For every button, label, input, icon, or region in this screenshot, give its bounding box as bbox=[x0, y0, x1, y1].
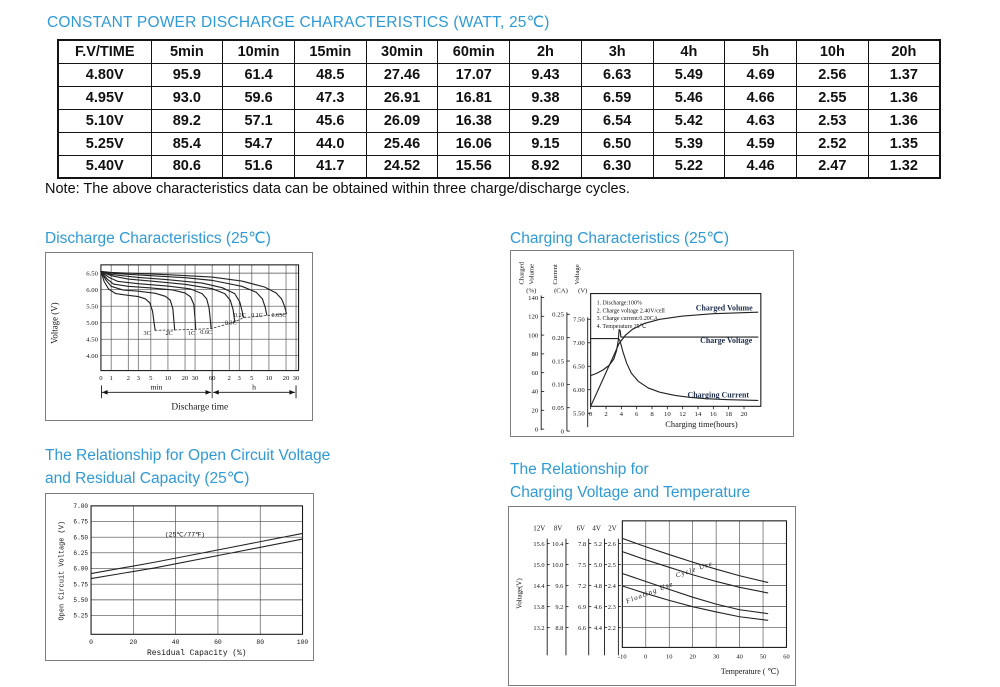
cell-value: 17.07 bbox=[438, 63, 510, 86]
svg-text:3. Charge current:0.20CA: 3. Charge current:0.20CA bbox=[596, 316, 659, 323]
svg-text:6.6: 6.6 bbox=[578, 624, 587, 632]
svg-text:16: 16 bbox=[709, 411, 717, 419]
svg-text:2. Charge voltage 2.40V/cell: 2. Charge voltage 2.40V/cell bbox=[596, 308, 665, 315]
svg-text:6.00: 6.00 bbox=[86, 286, 98, 294]
cell-value: 47.3 bbox=[294, 86, 366, 109]
svg-text:10: 10 bbox=[265, 374, 273, 382]
svg-text:2.6: 2.6 bbox=[607, 540, 616, 548]
svg-text:14: 14 bbox=[694, 411, 702, 419]
svg-text:10: 10 bbox=[663, 411, 671, 419]
svg-text:0.10: 0.10 bbox=[552, 381, 564, 389]
svg-text:Voltage: Voltage bbox=[573, 264, 581, 285]
row-header-voltage: 4.95V bbox=[58, 86, 151, 109]
col-header: 10min bbox=[223, 40, 295, 63]
discharge-chart-svg bbox=[46, 253, 312, 420]
svg-text:10.4: 10.4 bbox=[552, 540, 564, 548]
svg-text:8.8: 8.8 bbox=[555, 624, 564, 632]
svg-text:0.1C: 0.1C bbox=[251, 313, 263, 320]
temp-title-line1: The Relationship for bbox=[510, 461, 649, 478]
svg-text:Charge Voltage: Charge Voltage bbox=[700, 336, 753, 346]
cell-value: 16.06 bbox=[438, 132, 510, 155]
cell-value: 57.1 bbox=[223, 109, 295, 132]
svg-text:4.00: 4.00 bbox=[86, 352, 98, 360]
cell-value: 48.5 bbox=[294, 63, 366, 86]
svg-text:2: 2 bbox=[604, 411, 608, 419]
cell-value: 9.15 bbox=[510, 132, 582, 155]
cell-value: 85.4 bbox=[151, 132, 223, 155]
svg-text:Temperature ( ℃): Temperature ( ℃) bbox=[720, 667, 779, 677]
cell-value: 2.56 bbox=[796, 63, 868, 86]
cell-value: 59.6 bbox=[223, 86, 295, 109]
charging-section-title: Charging Characteristics (25℃) bbox=[510, 230, 729, 247]
cell-value: 44.0 bbox=[294, 132, 366, 155]
svg-text:30: 30 bbox=[712, 653, 720, 661]
svg-text:5.2: 5.2 bbox=[593, 540, 602, 548]
svg-text:3C: 3C bbox=[143, 331, 151, 338]
cell-value: 6.63 bbox=[581, 63, 653, 86]
svg-text:4.4: 4.4 bbox=[593, 624, 602, 632]
svg-text:120: 120 bbox=[528, 313, 539, 321]
col-header: 20h bbox=[868, 40, 940, 63]
cell-value: 5.39 bbox=[653, 132, 725, 155]
svg-text:18: 18 bbox=[725, 411, 733, 419]
svg-text:(%): (%) bbox=[526, 287, 537, 295]
svg-text:Voltage (V): Voltage (V) bbox=[49, 302, 60, 344]
svg-text:min: min bbox=[150, 382, 163, 392]
svg-text:0.05: 0.05 bbox=[552, 404, 564, 412]
col-header: 3h bbox=[581, 40, 653, 63]
svg-text:30: 30 bbox=[191, 374, 199, 382]
row-header-voltage: 5.40V bbox=[58, 155, 151, 178]
svg-text:5.0: 5.0 bbox=[593, 561, 602, 569]
cell-value: 4.63 bbox=[725, 109, 797, 132]
cell-value: 1.36 bbox=[868, 86, 940, 109]
table-row bbox=[58, 132, 940, 155]
svg-text:5.00: 5.00 bbox=[86, 319, 98, 327]
svg-text:2.5: 2.5 bbox=[607, 561, 616, 569]
cell-value: 15.56 bbox=[438, 155, 510, 178]
svg-text:0: 0 bbox=[99, 374, 103, 382]
charging-chart-svg bbox=[511, 251, 793, 436]
cell-value: 9.43 bbox=[510, 63, 582, 86]
svg-text:40: 40 bbox=[531, 388, 539, 396]
svg-text:6.00: 6.00 bbox=[572, 387, 585, 395]
svg-text:Voltage(V): Voltage(V) bbox=[516, 578, 524, 609]
svg-text:20: 20 bbox=[689, 653, 696, 661]
svg-text:4.8: 4.8 bbox=[593, 582, 602, 590]
svg-text:0.6C: 0.6C bbox=[200, 329, 212, 336]
svg-text:100: 100 bbox=[528, 332, 539, 340]
col-header: 5h bbox=[725, 40, 797, 63]
ocv-chart bbox=[45, 493, 314, 661]
row-header-voltage: 5.25V bbox=[58, 132, 151, 155]
svg-text:5.50: 5.50 bbox=[572, 410, 585, 418]
cell-value: 26.91 bbox=[366, 86, 438, 109]
svg-text:0.25: 0.25 bbox=[552, 311, 564, 319]
svg-text:Current: Current bbox=[552, 264, 560, 285]
svg-text:Charged Volume: Charged Volume bbox=[695, 303, 753, 313]
col-header: 10h bbox=[796, 40, 868, 63]
svg-text:Charging time(hours): Charging time(hours) bbox=[665, 420, 738, 430]
svg-text:10.0: 10.0 bbox=[552, 561, 564, 569]
svg-text:(V): (V) bbox=[578, 287, 588, 295]
svg-text:60: 60 bbox=[531, 369, 539, 377]
svg-text:10: 10 bbox=[666, 653, 673, 661]
cell-value: 2.53 bbox=[796, 109, 868, 132]
svg-text:0: 0 bbox=[644, 653, 648, 661]
discharge-chart bbox=[45, 252, 313, 421]
cell-value: 16.38 bbox=[438, 109, 510, 132]
table-row bbox=[58, 86, 940, 109]
cell-value: 2.47 bbox=[796, 155, 868, 178]
svg-text:12: 12 bbox=[679, 411, 687, 419]
svg-text:50: 50 bbox=[759, 653, 767, 661]
svg-text:6.75: 6.75 bbox=[73, 518, 89, 526]
svg-text:9.6: 9.6 bbox=[555, 582, 564, 590]
svg-text:(CA): (CA) bbox=[554, 287, 568, 295]
cell-value: 8.92 bbox=[510, 155, 582, 178]
svg-text:7.00: 7.00 bbox=[572, 340, 585, 348]
temperature-chart-svg bbox=[509, 507, 795, 685]
ocv-plot bbox=[58, 503, 308, 658]
col-header: 60min bbox=[438, 40, 510, 63]
svg-text:15.0: 15.0 bbox=[533, 561, 545, 569]
cell-value: 2.52 bbox=[796, 132, 868, 155]
svg-text:10: 10 bbox=[164, 374, 172, 382]
cell-value: 51.6 bbox=[223, 155, 295, 178]
svg-text:80: 80 bbox=[256, 639, 265, 647]
svg-text:2: 2 bbox=[227, 374, 231, 382]
table-row bbox=[58, 63, 940, 86]
ocv-section-title bbox=[45, 445, 330, 490]
svg-text:60: 60 bbox=[783, 653, 790, 661]
svg-text:0: 0 bbox=[89, 639, 93, 647]
svg-text:1: 1 bbox=[109, 374, 113, 382]
svg-text:0: 0 bbox=[588, 411, 593, 419]
charging-chart bbox=[510, 250, 794, 437]
svg-text:4.6: 4.6 bbox=[593, 603, 602, 611]
cell-value: 45.6 bbox=[294, 109, 366, 132]
ocv-title-line1: The Relationship for Open Circuit Voltage bbox=[45, 447, 331, 464]
cell-value: 1.37 bbox=[868, 63, 940, 86]
svg-text:2.3: 2.3 bbox=[607, 603, 616, 611]
svg-text:5.25: 5.25 bbox=[73, 612, 89, 620]
svg-text:13.8: 13.8 bbox=[533, 603, 545, 611]
svg-text:5: 5 bbox=[250, 374, 254, 382]
svg-text:6: 6 bbox=[634, 411, 639, 419]
svg-text:30: 30 bbox=[292, 374, 300, 382]
table-row bbox=[58, 155, 940, 178]
svg-text:4V: 4V bbox=[592, 525, 601, 533]
cell-value: 61.4 bbox=[223, 63, 295, 86]
table-note: Note: The above characteristics data can be obtained within three charge/discharge cycles. bbox=[45, 181, 630, 197]
svg-text:12V: 12V bbox=[533, 525, 546, 533]
col-header-fv-time: F.V/TIME bbox=[58, 40, 151, 63]
discharge-plot bbox=[49, 265, 300, 413]
svg-text:20: 20 bbox=[129, 639, 138, 647]
temperature-chart bbox=[508, 506, 796, 686]
svg-text:1C: 1C bbox=[187, 331, 196, 338]
charging-plot bbox=[518, 261, 760, 435]
svg-text:4. Temperature 25℃: 4. Temperature 25℃ bbox=[596, 324, 647, 331]
page-title: CONSTANT POWER DISCHARGE CHARACTERISTICS (WATT, 25℃) bbox=[47, 14, 550, 31]
cell-value: 5.49 bbox=[653, 63, 725, 86]
svg-text:13.2: 13.2 bbox=[533, 624, 545, 632]
svg-text:7.2: 7.2 bbox=[578, 582, 587, 590]
svg-text:0.15: 0.15 bbox=[552, 358, 564, 366]
svg-text:4.50: 4.50 bbox=[86, 336, 98, 344]
svg-text:Open Circuit Voltage (V): Open Circuit Voltage (V) bbox=[58, 521, 67, 621]
ocv-chart-svg bbox=[46, 494, 313, 660]
temperature-section-title bbox=[510, 459, 750, 504]
cell-value: 80.6 bbox=[151, 155, 223, 178]
row-header-voltage: 5.10V bbox=[58, 109, 151, 132]
svg-text:6.00: 6.00 bbox=[73, 565, 89, 573]
svg-text:20: 20 bbox=[531, 407, 539, 415]
svg-text:20: 20 bbox=[181, 374, 189, 382]
col-header: 2h bbox=[510, 40, 582, 63]
svg-text:5.50: 5.50 bbox=[73, 597, 89, 605]
col-header: 5min bbox=[151, 40, 223, 63]
svg-text:7.50: 7.50 bbox=[572, 316, 585, 324]
svg-text:Floating Use: Floating Use bbox=[625, 580, 675, 606]
col-header: 15min bbox=[294, 40, 366, 63]
svg-text:8V: 8V bbox=[553, 525, 563, 533]
cell-value: 6.30 bbox=[581, 155, 653, 178]
svg-text:Charging Current: Charging Current bbox=[687, 390, 750, 400]
svg-text:6.9: 6.9 bbox=[578, 603, 587, 611]
svg-text:4: 4 bbox=[619, 411, 624, 419]
cell-value: 4.66 bbox=[725, 86, 797, 109]
svg-text:Volume: Volume bbox=[528, 263, 536, 285]
cell-value: 5.46 bbox=[653, 86, 725, 109]
cell-value: 9.29 bbox=[510, 109, 582, 132]
cell-value: 2.55 bbox=[796, 86, 868, 109]
svg-text:5.50: 5.50 bbox=[86, 303, 98, 311]
cell-value: 27.46 bbox=[366, 63, 438, 86]
col-header: 30min bbox=[366, 40, 438, 63]
svg-text:6.50: 6.50 bbox=[572, 363, 585, 371]
svg-text:2C: 2C bbox=[165, 331, 173, 338]
svg-text:100: 100 bbox=[296, 639, 309, 647]
svg-text:14.4: 14.4 bbox=[533, 582, 545, 590]
cell-value: 4.46 bbox=[725, 155, 797, 178]
svg-text:5.75: 5.75 bbox=[73, 581, 89, 589]
svg-text:-10: -10 bbox=[618, 653, 627, 661]
svg-text:3: 3 bbox=[136, 374, 140, 382]
table-row bbox=[58, 109, 940, 132]
cell-value: 95.9 bbox=[151, 63, 223, 86]
cell-value: 24.52 bbox=[366, 155, 438, 178]
col-header: 4h bbox=[653, 40, 725, 63]
cell-value: 4.59 bbox=[725, 132, 797, 155]
svg-text:6.50: 6.50 bbox=[86, 270, 98, 278]
cell-value: 54.7 bbox=[223, 132, 295, 155]
svg-text:6.25: 6.25 bbox=[73, 550, 89, 558]
svg-text:40: 40 bbox=[171, 639, 180, 647]
svg-text:0.20: 0.20 bbox=[552, 334, 564, 342]
svg-text:2V: 2V bbox=[608, 525, 617, 533]
cell-value: 89.2 bbox=[151, 109, 223, 132]
svg-text:60: 60 bbox=[208, 374, 216, 382]
svg-text:0: 0 bbox=[560, 428, 564, 436]
cell-value: 1.35 bbox=[868, 132, 940, 155]
svg-text:6V: 6V bbox=[576, 525, 586, 533]
svg-text:40: 40 bbox=[736, 653, 743, 661]
cell-value: 6.54 bbox=[581, 109, 653, 132]
cell-value: 6.59 bbox=[581, 86, 653, 109]
svg-text:8: 8 bbox=[650, 411, 654, 419]
svg-text:3: 3 bbox=[237, 374, 241, 382]
svg-text:Residual Capacity (%): Residual Capacity (%) bbox=[147, 649, 247, 659]
svg-text:140: 140 bbox=[528, 294, 539, 302]
constant-power-discharge-table bbox=[57, 39, 941, 179]
svg-text:2: 2 bbox=[126, 374, 130, 382]
svg-text:6.50: 6.50 bbox=[73, 534, 89, 542]
svg-text:20: 20 bbox=[740, 411, 748, 419]
svg-text:(25℃/77℉): (25℃/77℉) bbox=[164, 531, 206, 539]
cell-value: 16.81 bbox=[438, 86, 510, 109]
svg-text:0: 0 bbox=[534, 426, 539, 434]
svg-text:Discharge time: Discharge time bbox=[171, 402, 229, 413]
svg-text:h: h bbox=[252, 382, 257, 392]
cell-value: 4.69 bbox=[725, 63, 797, 86]
cell-value: 5.42 bbox=[653, 109, 725, 132]
svg-text:0.2C: 0.2C bbox=[234, 313, 246, 320]
cell-value: 41.7 bbox=[294, 155, 366, 178]
temperature-plot bbox=[516, 521, 789, 676]
cell-value: 25.46 bbox=[366, 132, 438, 155]
svg-text:7.00: 7.00 bbox=[73, 503, 89, 511]
svg-text:2.4: 2.4 bbox=[607, 582, 616, 590]
discharge-section-title: Discharge Characteristics (25℃) bbox=[45, 230, 271, 247]
row-header-voltage: 4.80V bbox=[58, 63, 151, 86]
svg-text:20: 20 bbox=[282, 374, 290, 382]
svg-text:60: 60 bbox=[214, 639, 222, 647]
svg-text:2.2: 2.2 bbox=[607, 624, 616, 632]
svg-text:5: 5 bbox=[149, 374, 153, 382]
svg-text:15.6: 15.6 bbox=[533, 540, 545, 548]
svg-text:Cycle Use: Cycle Use bbox=[675, 560, 715, 580]
svg-text:9.2: 9.2 bbox=[555, 603, 564, 611]
ocv-title-line2: and Residual Capacity (25℃) bbox=[45, 469, 250, 487]
svg-text:7.5: 7.5 bbox=[578, 561, 587, 569]
svg-text:7.8: 7.8 bbox=[578, 540, 587, 548]
svg-text:0.05C: 0.05C bbox=[271, 313, 287, 320]
cell-value: 9.38 bbox=[510, 86, 582, 109]
cell-value: 5.22 bbox=[653, 155, 725, 178]
cell-value: 93.0 bbox=[151, 86, 223, 109]
svg-text:Charged: Charged bbox=[518, 261, 526, 285]
svg-text:80: 80 bbox=[531, 351, 539, 359]
svg-text:1. Discharge:100%: 1. Discharge:100% bbox=[596, 300, 642, 307]
svg-text:0.3C: 0.3C bbox=[224, 320, 237, 327]
cell-value: 1.32 bbox=[868, 155, 940, 178]
cell-value: 6.50 bbox=[581, 132, 653, 155]
table-header-row bbox=[58, 40, 940, 63]
cell-value: 26.09 bbox=[366, 109, 438, 132]
cell-value: 1.36 bbox=[868, 109, 940, 132]
temp-title-line2: Charging Voltage and Temperature bbox=[510, 483, 751, 501]
